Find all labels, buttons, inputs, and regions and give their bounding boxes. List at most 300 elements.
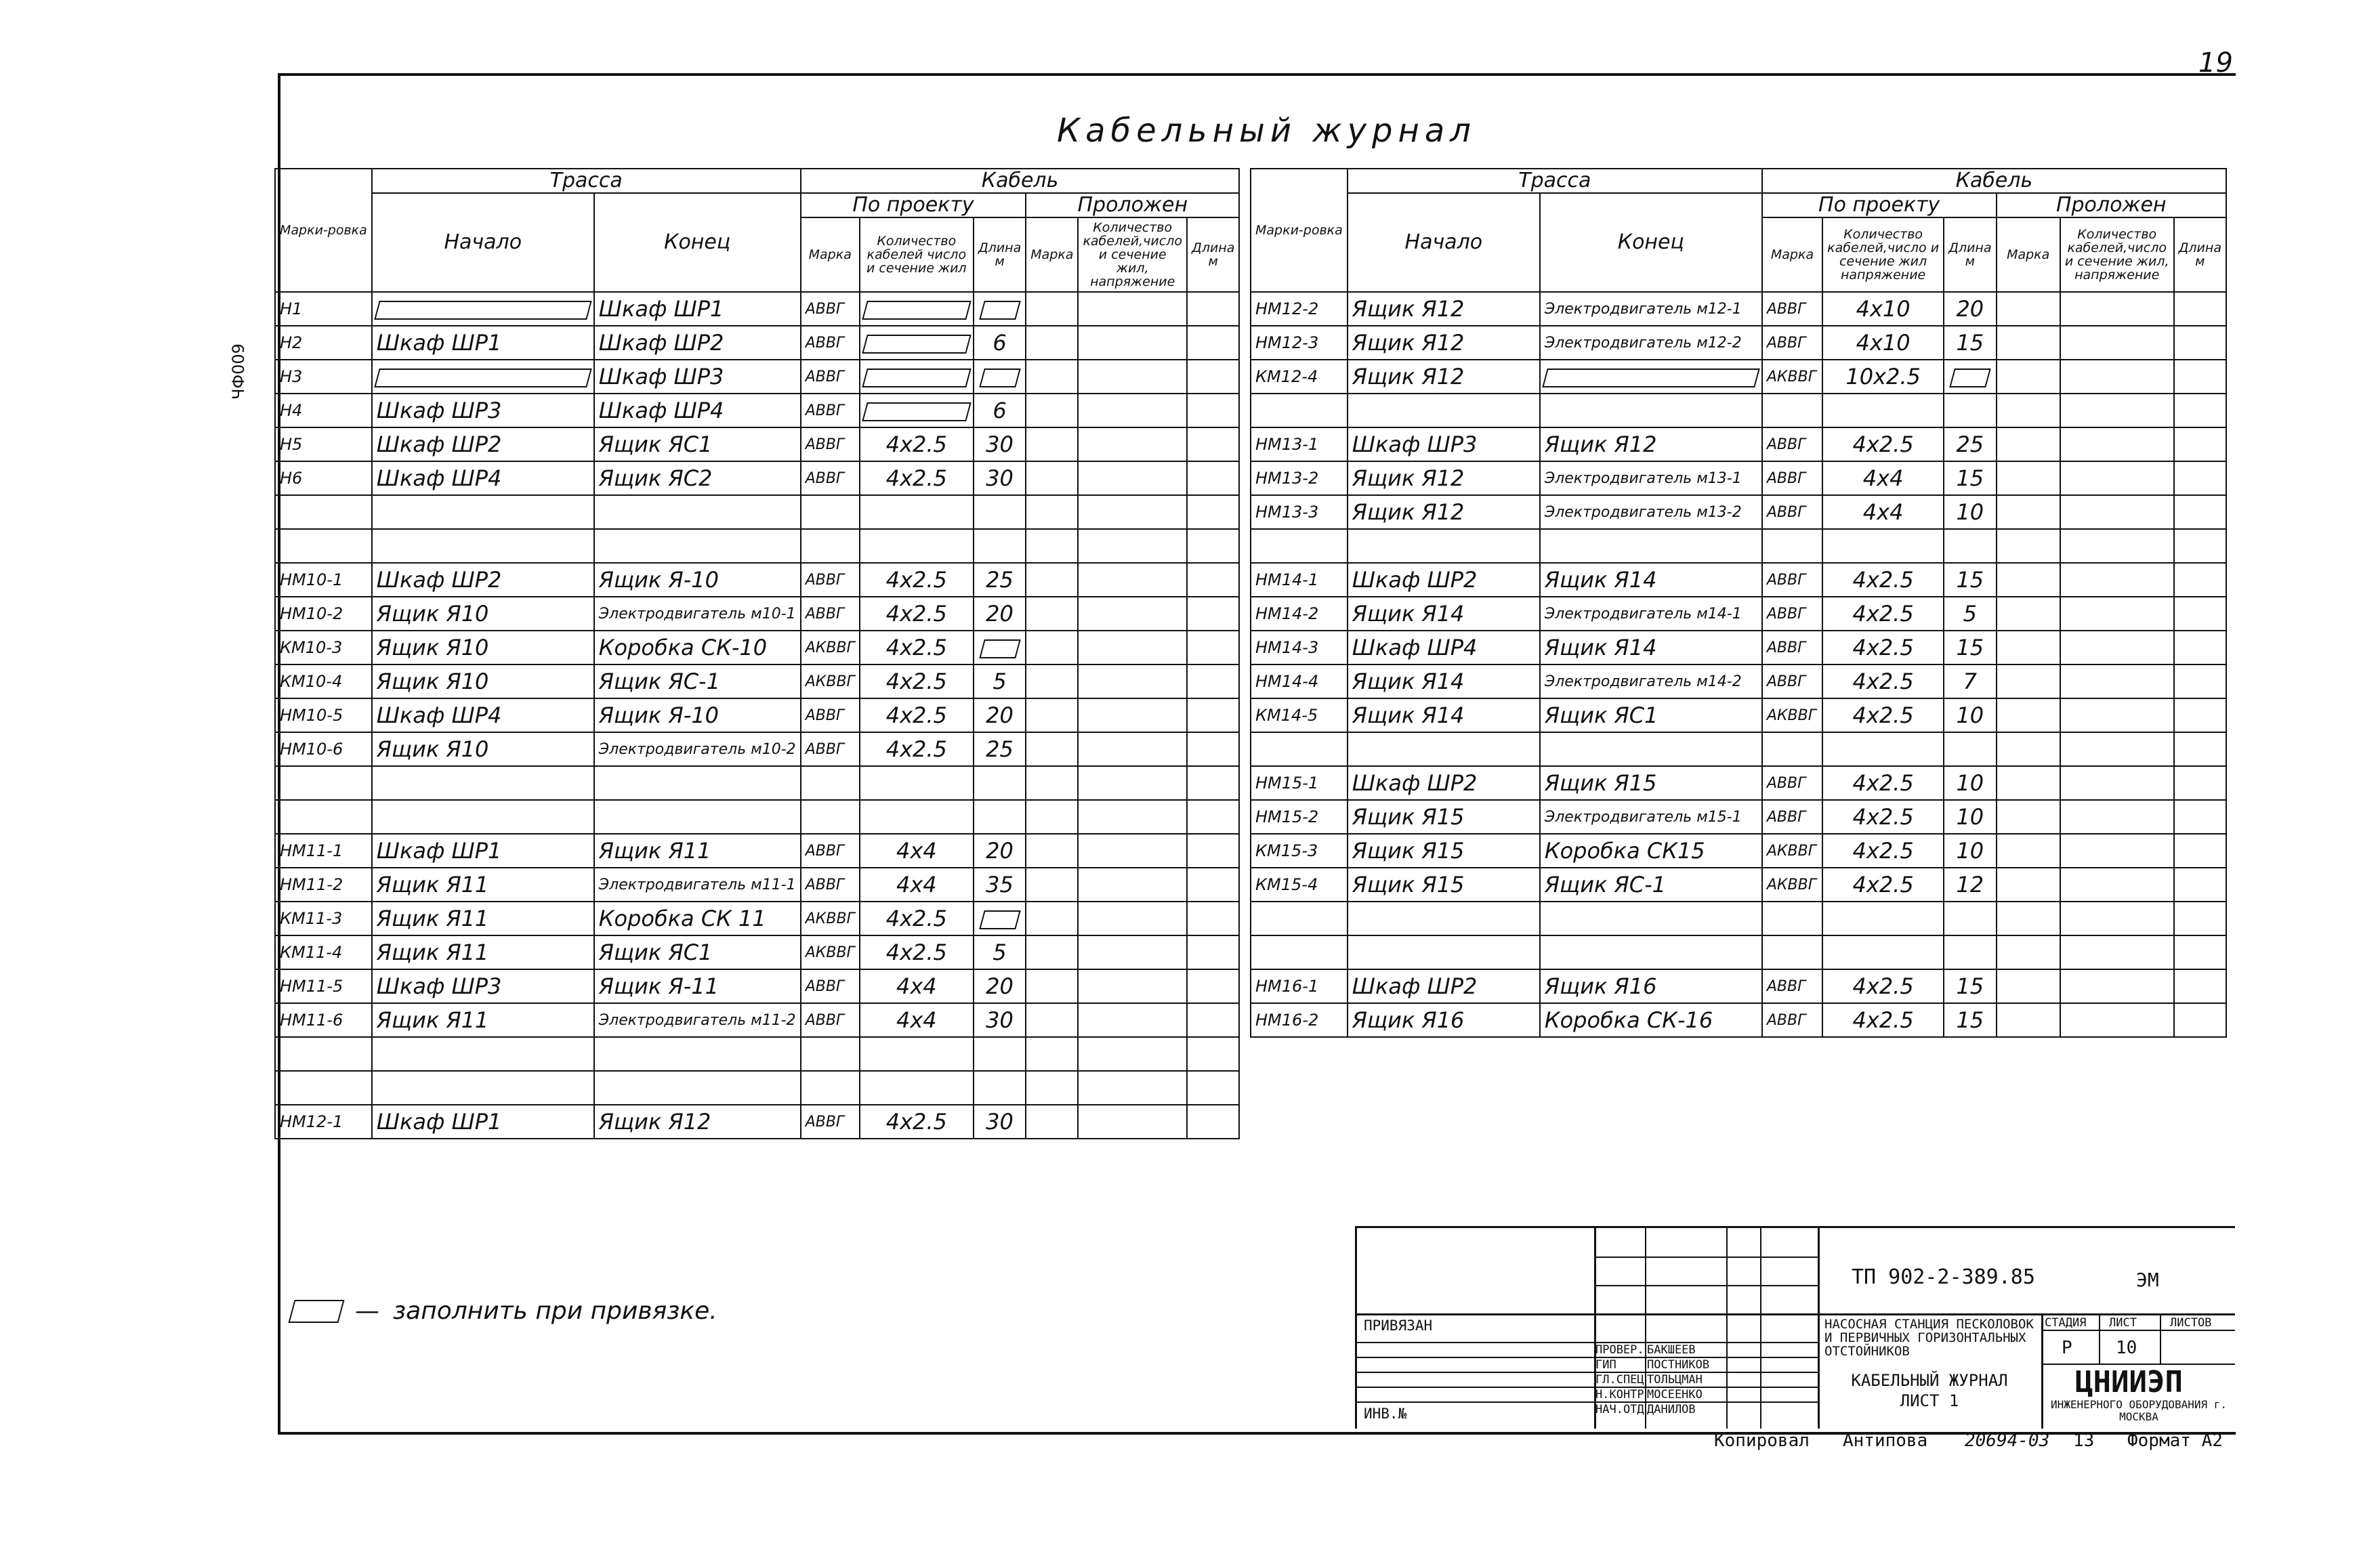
row-marking [1251, 394, 1348, 427]
side-label: ЧФ009 [229, 343, 248, 400]
row-length: 15 [1944, 326, 1996, 360]
row-qty-laid [1078, 326, 1187, 360]
row-qty [860, 292, 974, 326]
row-marking: КМ11-3 [275, 902, 372, 935]
row-brand-laid [1026, 292, 1078, 326]
row-length-laid [2174, 664, 2226, 698]
row-brand-laid [1997, 935, 2060, 969]
row-brand-laid [1026, 1071, 1078, 1105]
col-brand-laid: Марка [1997, 217, 2060, 292]
row-length-laid [1187, 326, 1239, 360]
row-length-laid [1187, 969, 1239, 1003]
row-end: Коробка СК-16 [1540, 1003, 1762, 1037]
row-length: 5 [974, 664, 1026, 698]
row-end: Электродвигатель м10-2 [594, 732, 801, 766]
row-length: 20 [974, 597, 1026, 631]
row-length: 20 [974, 969, 1026, 1003]
row-brand [801, 800, 860, 834]
row-end: Шкаф ШР1 [594, 292, 801, 326]
row-length-laid [2174, 1003, 2226, 1037]
signer-name: БАКШЕЕВ [1647, 1343, 1696, 1357]
row-end [594, 766, 801, 800]
row-brand-laid [1026, 868, 1078, 902]
table-row [1251, 969, 2226, 1003]
row-qty: 4х2.5 [1822, 868, 1944, 902]
row-length [1944, 529, 1996, 563]
row-qty-laid [1078, 868, 1187, 902]
col-marking: Марки-ровка [275, 169, 372, 292]
blank-box-icon [979, 910, 1021, 929]
row-brand: АВВГ [1762, 326, 1822, 360]
table-row [1251, 800, 2226, 834]
row-end: Ящик Я15 [1540, 766, 1762, 800]
row-length-laid [2174, 766, 2226, 800]
row-start [372, 529, 594, 563]
row-brand: АВВГ [801, 394, 860, 427]
row-qty-laid [1078, 800, 1187, 834]
col-brand: Марка [801, 217, 860, 292]
row-brand: АВВГ [1762, 664, 1822, 698]
row-end: Ящик Я-10 [594, 563, 801, 597]
row-qty: 4х2.5 [1822, 427, 1944, 461]
row-end: Ящик ЯС1 [594, 427, 801, 461]
row-marking: НМ16-1 [1251, 969, 1348, 1003]
row-length: 10 [1944, 495, 1996, 529]
col-laid: Проложен [1026, 193, 1239, 217]
row-qty: 4х2.5 [1822, 800, 1944, 834]
row-qty-laid [2060, 631, 2174, 664]
row-start [372, 1071, 594, 1105]
row-marking: Н5 [275, 427, 372, 461]
row-start: Ящик Я12 [1348, 292, 1540, 326]
table-row [1251, 868, 2226, 902]
row-start: Ящик Я10 [372, 631, 594, 664]
row-length: 12 [1944, 868, 1996, 902]
row-length-laid [1187, 360, 1239, 394]
row-qty-laid [1078, 766, 1187, 800]
col-length-laid: Длина м [1187, 217, 1239, 292]
table-row [275, 597, 1239, 631]
row-length [974, 495, 1026, 529]
row-brand: АВВГ [801, 597, 860, 631]
row-marking [1251, 529, 1348, 563]
row-marking: НМ11-6 [275, 1003, 372, 1037]
signer-name: ТОЛЬЦМАН [1647, 1373, 1703, 1387]
row-brand-laid [1026, 563, 1078, 597]
table-row [1251, 664, 2226, 698]
row-marking: КМ14-5 [1251, 698, 1348, 732]
row-start: Ящик Я10 [372, 664, 594, 698]
row-marking: НМ14-1 [1251, 563, 1348, 597]
row-length-laid [1187, 461, 1239, 495]
row-qty: 4х2.5 [1822, 834, 1944, 868]
row-qty-laid [1078, 1003, 1187, 1037]
blank-box-icon [979, 639, 1021, 658]
row-length [974, 800, 1026, 834]
table-row [275, 800, 1239, 834]
row-length: 15 [1944, 563, 1996, 597]
row-qty-laid [1078, 597, 1187, 631]
row-brand-laid [1997, 868, 2060, 902]
blank-box-icon [1949, 368, 1991, 387]
table-row [1251, 766, 2226, 800]
row-length-laid [2174, 935, 2226, 969]
row-qty [860, 529, 974, 563]
row-length: 25 [974, 732, 1026, 766]
row-start: Ящик Я10 [372, 597, 594, 631]
sheet-label: ЛИСТ [2109, 1316, 2137, 1330]
row-start [1348, 732, 1540, 766]
format-label: Формат А2 [2127, 1431, 2223, 1451]
row-brand-laid [1026, 326, 1078, 360]
row-qty-laid [2060, 698, 2174, 732]
row-brand-laid [1997, 698, 2060, 732]
row-length-laid [1187, 766, 1239, 800]
row-qty: 4х2.5 [860, 935, 974, 969]
row-start: Шкаф ШР4 [372, 698, 594, 732]
row-brand: АВВГ [801, 427, 860, 461]
table-row [275, 292, 1239, 326]
row-length-laid [1187, 394, 1239, 427]
row-qty-laid [1078, 664, 1187, 698]
table-row [1251, 529, 2226, 563]
row-qty-laid [2060, 868, 2174, 902]
row-end: Электродвигатель м15-1 [1540, 800, 1762, 834]
row-brand: АВВГ [801, 292, 860, 326]
row-qty: 4х10 [1822, 326, 1944, 360]
row-brand-laid [1026, 766, 1078, 800]
row-brand: АВВГ [801, 698, 860, 732]
row-length [974, 292, 1026, 326]
row-qty-laid [1078, 563, 1187, 597]
row-brand: АВВГ [1762, 427, 1822, 461]
row-start: Ящик Я10 [372, 732, 594, 766]
row-qty-laid [1078, 969, 1187, 1003]
row-brand-laid [1997, 461, 2060, 495]
table-row [1251, 935, 2226, 969]
row-length-laid [1187, 732, 1239, 766]
row-start [372, 766, 594, 800]
row-length-laid [1187, 902, 1239, 935]
row-end [1540, 902, 1762, 935]
row-brand: АВВГ [801, 461, 860, 495]
row-marking: КМ11-4 [275, 935, 372, 969]
row-end: Электродвигатель м12-2 [1540, 326, 1762, 360]
table-row [275, 935, 1239, 969]
row-length-laid [2174, 597, 2226, 631]
table-row [1251, 394, 2226, 427]
row-qty: 4х2.5 [1822, 766, 1944, 800]
row-brand: АВВГ [1762, 563, 1822, 597]
row-brand-laid [1997, 800, 2060, 834]
row-end: Шкаф ШР3 [594, 360, 801, 394]
col-qty-laid: Количество кабелей,число и сечение жил, напряжение [2060, 217, 2174, 292]
stage-label: СТАДИЯ [2045, 1316, 2087, 1330]
row-start: Шкаф ШР2 [1348, 766, 1540, 800]
row-brand-laid [1026, 834, 1078, 868]
col-qty: Количество кабелей число и сечение жил [860, 217, 974, 292]
row-start [372, 495, 594, 529]
table-row [275, 664, 1239, 698]
row-marking: Н1 [275, 292, 372, 326]
row-brand: АВВГ [801, 1003, 860, 1037]
inv-no-label: ИНВ.№ [1364, 1406, 1407, 1422]
row-brand: АВВГ [801, 563, 860, 597]
row-end [594, 529, 801, 563]
row-brand [1762, 732, 1822, 766]
row-qty-laid [1078, 732, 1187, 766]
row-brand-laid [1997, 664, 2060, 698]
row-end: Ящик ЯС1 [1540, 698, 1762, 732]
row-qty-laid [1078, 427, 1187, 461]
row-brand: АКВВГ [1762, 868, 1822, 902]
row-brand: АКВВГ [801, 935, 860, 969]
row-length-laid [2174, 563, 2226, 597]
blank-box-icon [862, 335, 972, 354]
role-label: ГЛ.СПЕЦ [1595, 1373, 1644, 1387]
row-length-laid [2174, 495, 2226, 529]
row-end [1540, 360, 1762, 394]
row-length: 10 [1944, 800, 1996, 834]
row-qty-laid [1078, 360, 1187, 394]
table-row [275, 394, 1239, 427]
table-row [275, 563, 1239, 597]
row-qty: 4х2.5 [1822, 563, 1944, 597]
row-length-laid [1187, 495, 1239, 529]
row-brand [1762, 394, 1822, 427]
row-qty: 4х4 [1822, 461, 1944, 495]
row-marking: НМ12-1 [275, 1105, 372, 1139]
role-label: ГИП [1595, 1358, 1616, 1372]
row-brand: АВВГ [1762, 766, 1822, 800]
row-end: Электродвигатель м14-2 [1540, 664, 1762, 698]
row-end [594, 1037, 801, 1071]
row-brand-laid [1026, 664, 1078, 698]
row-length: 5 [1944, 597, 1996, 631]
row-marking: НМ10-5 [275, 698, 372, 732]
row-end: Ящик Я12 [594, 1105, 801, 1139]
row-length [974, 360, 1026, 394]
row-length: 30 [974, 461, 1026, 495]
row-end: Ящик Я-10 [594, 698, 801, 732]
row-length-laid [1187, 1071, 1239, 1105]
table-row [275, 732, 1239, 766]
role-label: Н.КОНТР [1595, 1388, 1644, 1401]
row-qty-laid [1078, 1105, 1187, 1139]
row-qty: 4х2.5 [860, 597, 974, 631]
row-brand-laid [1997, 292, 2060, 326]
row-qty: 4х2.5 [1822, 1003, 1944, 1037]
row-marking: НМ14-3 [1251, 631, 1348, 664]
row-end: Ящик ЯС2 [594, 461, 801, 495]
row-qty [860, 394, 974, 427]
row-brand-laid [1026, 631, 1078, 664]
sheets-label: ЛИСТОВ [2170, 1316, 2212, 1330]
row-qty-laid [2060, 766, 2174, 800]
row-end [1540, 732, 1762, 766]
row-marking: НМ12-3 [1251, 326, 1348, 360]
row-length-laid [2174, 732, 2226, 766]
row-end: Ящик Я14 [1540, 563, 1762, 597]
row-brand-laid [1026, 427, 1078, 461]
row-marking [275, 529, 372, 563]
row-start: Ящик Я14 [1348, 698, 1540, 732]
blank-box-icon [979, 368, 1021, 387]
col-start: Начало [1348, 193, 1540, 292]
row-qty-laid [2060, 969, 2174, 1003]
signer-name: ДАНИЛОВ [1647, 1403, 1696, 1416]
col-route: Трасса [1348, 169, 1762, 193]
row-brand-laid [1026, 902, 1078, 935]
row-brand-laid [1026, 597, 1078, 631]
blank-box-icon [862, 368, 972, 387]
row-length-laid [2174, 326, 2226, 360]
signer-name: МОСЕЕНКО [1647, 1388, 1703, 1401]
table-row [275, 529, 1239, 563]
row-start [1348, 529, 1540, 563]
row-start: Шкаф ШР1 [372, 834, 594, 868]
row-brand: АКВВГ [1762, 834, 1822, 868]
row-end [594, 495, 801, 529]
col-end: Конец [594, 193, 801, 292]
row-marking: КМ10-3 [275, 631, 372, 664]
row-brand: АВВГ [1762, 597, 1822, 631]
copied-label: Копировал [1714, 1431, 1810, 1451]
sheet-number: 19 [2198, 47, 2233, 79]
row-brand-laid [1997, 902, 2060, 935]
row-brand-laid [1026, 732, 1078, 766]
table-row [1251, 902, 2226, 935]
row-length-laid [2174, 427, 2226, 461]
row-length: 6 [974, 326, 1026, 360]
row-length [974, 902, 1026, 935]
table-row [1251, 1003, 2226, 1037]
row-brand-laid [1026, 360, 1078, 394]
table-row [1251, 495, 2226, 529]
row-qty: 4х4 [860, 868, 974, 902]
row-length-laid [1187, 1105, 1239, 1139]
row-marking: Н3 [275, 360, 372, 394]
row-start [1348, 902, 1540, 935]
table-row [275, 360, 1239, 394]
org-full: ИНЖЕНЕРНОГО ОБОРУДОВАНИЯ г. МОСКВА [2050, 1398, 2228, 1423]
row-length: 10 [1944, 834, 1996, 868]
row-qty: 4х4 [860, 834, 974, 868]
row-marking: НМ11-1 [275, 834, 372, 868]
row-marking: НМ15-1 [1251, 766, 1348, 800]
row-length: 15 [1944, 969, 1996, 1003]
row-qty [860, 1037, 974, 1071]
row-end [1540, 529, 1762, 563]
row-brand: АВВГ [1762, 495, 1822, 529]
row-start [372, 800, 594, 834]
row-qty-laid [1078, 529, 1187, 563]
cable-journal-right [1250, 168, 2227, 1038]
row-length-laid [2174, 631, 2226, 664]
row-brand [801, 1037, 860, 1071]
row-length-laid [1187, 597, 1239, 631]
copier-name: Антипова [1843, 1431, 1928, 1451]
row-qty-laid [2060, 732, 2174, 766]
row-qty-laid [1078, 834, 1187, 868]
row-qty [1822, 394, 1944, 427]
row-qty: 4х2.5 [860, 664, 974, 698]
row-qty [860, 495, 974, 529]
row-brand: АВВГ [1762, 1003, 1822, 1037]
row-length-laid [2174, 698, 2226, 732]
row-qty-laid [2060, 563, 2174, 597]
table-row [275, 766, 1239, 800]
row-start: Шкаф ШР1 [372, 326, 594, 360]
row-end [594, 1071, 801, 1105]
blank-box-icon [979, 301, 1021, 320]
col-cable: Кабель [801, 169, 1240, 193]
row-qty [1822, 732, 1944, 766]
table-row [1251, 461, 2226, 495]
row-end: Электродвигатель м13-1 [1540, 461, 1762, 495]
row-start: Шкаф ШР4 [372, 461, 594, 495]
row-brand: АВВГ [801, 1105, 860, 1139]
table-row [1251, 597, 2226, 631]
row-qty: 4х2.5 [1822, 969, 1944, 1003]
row-end: Ящик Я14 [1540, 631, 1762, 664]
row-length [974, 1071, 1026, 1105]
role-label: ПРОВЕР. [1595, 1343, 1644, 1357]
row-length: 30 [974, 1003, 1026, 1037]
row-brand-laid [1026, 800, 1078, 834]
row-qty: 4х2.5 [1822, 664, 1944, 698]
row-length-laid [1187, 834, 1239, 868]
row-qty: 4х2.5 [860, 631, 974, 664]
row-start: Шкаф ШР2 [372, 427, 594, 461]
row-marking: НМ12-2 [1251, 292, 1348, 326]
row-marking: НМ15-2 [1251, 800, 1348, 834]
row-brand-laid [1997, 360, 2060, 394]
row-end: Коробка СК 11 [594, 902, 801, 935]
row-length-laid [2174, 969, 2226, 1003]
row-marking [275, 495, 372, 529]
row-qty: 4х2.5 [860, 1105, 974, 1139]
row-length [974, 766, 1026, 800]
row-qty: 4х2.5 [860, 698, 974, 732]
row-brand: АВВГ [801, 834, 860, 868]
row-brand-laid [1997, 732, 2060, 766]
row-end: Электродвигатель м10-1 [594, 597, 801, 631]
row-marking: НМ11-2 [275, 868, 372, 902]
row-qty: 4х10 [1822, 292, 1944, 326]
row-qty-laid [1078, 1037, 1187, 1071]
col-length: Длина м [974, 217, 1026, 292]
table-row [275, 1071, 1239, 1105]
row-length: 30 [974, 1105, 1026, 1139]
row-qty: 4х2.5 [860, 427, 974, 461]
row-brand-laid [1026, 1003, 1078, 1037]
blank-box-icon [862, 301, 972, 320]
row-marking [275, 1071, 372, 1105]
row-length: 15 [1944, 631, 1996, 664]
table-row [275, 631, 1239, 664]
row-qty: 4х2.5 [860, 461, 974, 495]
col-length-laid: Длина м [2174, 217, 2226, 292]
row-end: Электродвигатель м11-2 [594, 1003, 801, 1037]
row-length: 35 [974, 868, 1026, 902]
legend-text: заполнить при привязке. [393, 1297, 717, 1325]
col-route: Трасса [372, 169, 801, 193]
row-start [372, 1037, 594, 1071]
row-start: Шкаф ШР3 [372, 969, 594, 1003]
row-length: 5 [974, 935, 1026, 969]
row-start [372, 360, 594, 394]
